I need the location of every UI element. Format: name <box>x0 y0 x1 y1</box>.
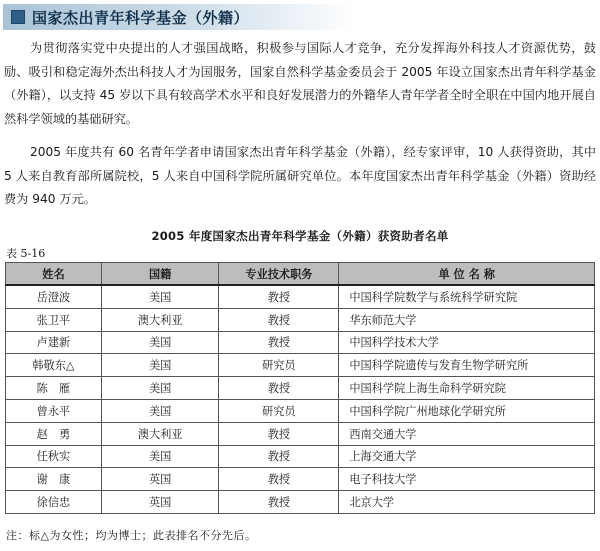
cell-nationality: 美国 <box>101 399 219 422</box>
cell-title: 教授 <box>219 285 339 308</box>
column-header-nationality: 国籍 <box>101 263 219 286</box>
table-row <box>6 445 595 468</box>
table-row <box>6 399 595 422</box>
cell-nationality: 澳大利亚 <box>101 422 219 445</box>
table-row <box>6 468 595 491</box>
header-marker-icon <box>11 10 25 24</box>
cell-nationality: 美国 <box>101 377 219 400</box>
table-row <box>6 285 595 308</box>
table-row <box>6 354 595 377</box>
cell-name: 岳澄波 <box>6 285 102 308</box>
table-body <box>6 285 595 513</box>
cell-title: 教授 <box>219 331 339 354</box>
cell-unit: 电子科技大学 <box>339 468 595 491</box>
cell-nationality: 英国 <box>101 491 219 514</box>
cell-nationality: 美国 <box>101 285 219 308</box>
cell-title: 教授 <box>219 308 339 331</box>
cell-title: 研究员 <box>219 354 339 377</box>
table-header-row <box>6 263 595 286</box>
cell-unit: 上海交通大学 <box>339 445 595 468</box>
table-footnote: 注：标△为女性；均为博士；此表排名不分先后。 <box>6 529 257 542</box>
cell-name: 卢建新 <box>6 331 102 354</box>
cell-name: 赵 勇 <box>6 422 102 445</box>
cell-unit: 西南交通大学 <box>339 422 595 445</box>
cell-title: 教授 <box>219 445 339 468</box>
column-header-unit: 单 位 名 称 <box>339 263 595 286</box>
cell-title: 教授 <box>219 422 339 445</box>
cell-nationality: 英国 <box>101 468 219 491</box>
table-row <box>6 491 595 514</box>
cell-unit: 中国科学院上海生命科学研究院 <box>339 377 595 400</box>
cell-unit: 中国科学院广州地球化学研究所 <box>339 399 595 422</box>
cell-unit: 华东师范大学 <box>339 308 595 331</box>
table-row <box>6 377 595 400</box>
cell-nationality: 美国 <box>101 445 219 468</box>
table-row <box>6 308 595 331</box>
page-title: 国家杰出青年科学基金（外籍） <box>32 8 250 27</box>
cell-title: 研究员 <box>219 399 339 422</box>
cell-title: 教授 <box>219 491 339 514</box>
intro-paragraph: 为贯彻落实党中央提出的人才强国战略，积极参与国际人才竞争，充分发挥海外科技人才资源优势，鼓励、吸引和稳定海外杰出科技人才为国服务，国家自然科学基金委员会于 2005 年设立国家杰出青年科学基金（外籍），以支持 45 岁以下具有较高学术水平和良好发展潜力的外籍华人青年学者全时全职在中国内地开展自然科学领域的基础研究。 <box>4 41 596 126</box>
column-header-name: 姓名 <box>6 263 102 286</box>
cell-unit: 中国科学院遗传与发育生物学研究所 <box>339 354 595 377</box>
cell-name: 谢 康 <box>6 468 102 491</box>
cell-name: 徐信忠 <box>6 491 102 514</box>
table-label: 表 5-16 <box>6 247 46 260</box>
cell-nationality: 澳大利亚 <box>101 308 219 331</box>
grantee-table <box>5 262 595 514</box>
section-header <box>3 4 355 30</box>
cell-name: 任秋实 <box>6 445 102 468</box>
cell-unit: 中国科学院数学与系统科学研究院 <box>339 285 595 308</box>
cell-title: 教授 <box>219 468 339 491</box>
cell-nationality: 美国 <box>101 331 219 354</box>
cell-unit: 北京大学 <box>339 491 595 514</box>
cell-name: 张卫平 <box>6 308 102 331</box>
cell-unit: 中国科学技术大学 <box>339 331 595 354</box>
cell-name: 曾永平 <box>6 399 102 422</box>
cell-name: 陈 雁 <box>6 377 102 400</box>
summary-paragraph: 2005 年度共有 60 名青年学者申请国家杰出青年科学基金（外籍），经专家评审，10 人获得资助，其中 5 人来自教育部所属院校，5 人来自中国科学院所属研究单位。本年度国家杰出青年科学基金（外籍）资助经费为 940 万元。 <box>4 145 596 206</box>
cell-title: 教授 <box>219 377 339 400</box>
table-row <box>6 331 595 354</box>
column-header-title: 专业技术职务 <box>219 263 339 286</box>
table-title: 2005 年度国家杰出青年科学基金（外籍）获资助者名单 <box>151 229 449 243</box>
table-row <box>6 422 595 445</box>
cell-nationality: 美国 <box>101 354 219 377</box>
cell-name: 韩敬东△ <box>6 354 102 377</box>
